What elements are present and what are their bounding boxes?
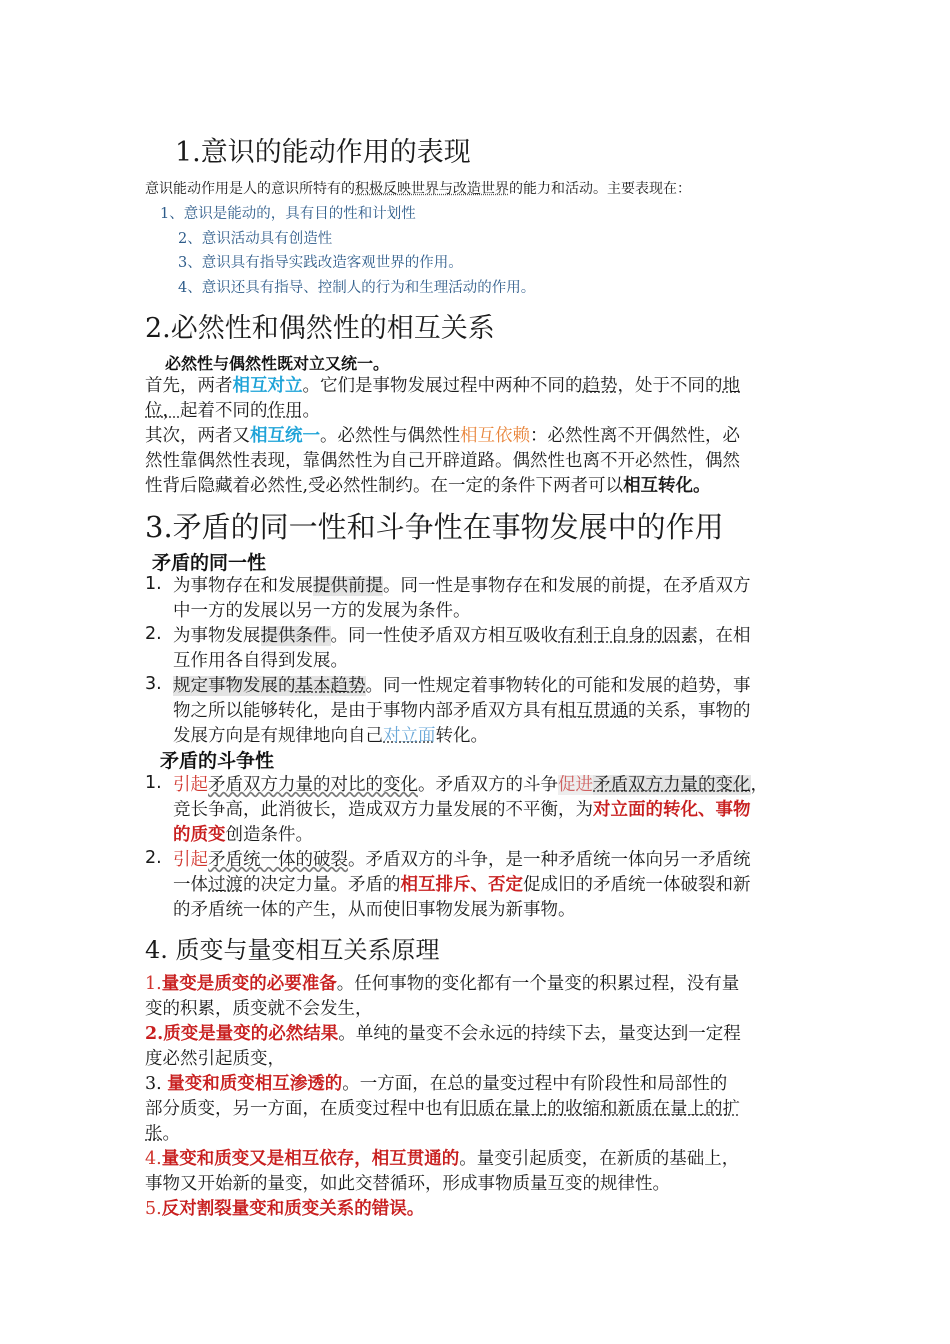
underlined-text: 矛盾双方力量的对比的变化 [208,775,418,795]
red-bold-text: 对立面的转化、事物 [593,800,751,820]
paragraph-line [145,1122,825,1147]
text: 为事物发展 [173,626,261,646]
intro-underlined: 积极反映世界与改造世界 [355,181,509,197]
section-4-title: 4. 质变与量变相互关系原理 [145,936,440,964]
text: 。同一性使矛盾双方相互吸收 [330,626,558,646]
list-number: 3. [145,674,162,694]
text: 物之所以能够转化，是由于事物内部矛盾双方具有 [173,701,558,721]
list-item: 2、意识活动具有创造性 [178,231,333,247]
red-bold-text: 反对割裂量变和质变关系的错误。 [161,1199,425,1219]
underlined-text: 过渡 [208,875,243,895]
list-item: 4、意识还具有指导、控制人的行为和生理活动的作用。 [178,280,536,296]
list-item: 3、意识具有指导实践改造客观世界的作用。 [178,255,463,271]
list-item: 1、意识是能动的，具有目的性和计划性 [160,206,416,222]
highlight-text: 相互依赖 [460,426,530,446]
text: 首先，两者 [145,376,233,396]
paragraph-line [145,399,825,424]
text: ， [750,775,768,795]
text: ，在相 [698,626,751,646]
subheading-struggle: 矛盾的斗争性 [160,750,275,772]
text: 起着不同的 [180,401,268,421]
red-bold-text: 量变和质变相互渗透的 [167,1074,343,1094]
underlined-text: 旧质在量上的收缩和新质在量上的扩 [460,1099,740,1119]
underlined-text: 作用 [267,401,303,421]
text: 。矛盾双方的斗争，是一种矛盾统一体向另一矛盾统 [348,850,751,870]
paragraph-line: 度必然引起质变， [145,1049,285,1069]
paragraph-line [173,848,853,873]
paragraph-line [173,624,853,649]
text: 。同一性规定着事物转化的可能和发展的趋势，事 [365,676,751,696]
highlight-text: 矛盾双方力量的变化 [593,775,751,795]
highlight-text: 提供前提 [313,576,383,596]
underlined-text: 张 [145,1124,163,1144]
text: 其次，两者又 [145,426,250,446]
text: 3. [145,1074,162,1094]
paragraph-line: 然性靠偶然性表现，靠偶然性为自己开辟道路。偶然性也离不开必然性，偶然 [145,451,740,471]
list-number: 1. [145,574,162,594]
text: 。任何事物的变化都有一个量变的积累过程，没有量 [336,974,740,994]
paragraph-line [145,972,825,997]
text: 。单纯的量变不会永远的持续下去，量变达到一定程 [338,1024,741,1044]
text: 的关系，事物的 [628,701,751,721]
red-bold-text: 量变是质变的必要准备 [161,974,337,994]
text: 。一方面，在总的量变过程中有阶段性和局部性的 [342,1074,728,1094]
subheading-identity: 矛盾的同一性 [152,552,267,574]
red-text: 2. [145,1024,164,1044]
paragraph-line [145,374,825,399]
list-number: 1. [145,773,162,793]
text: 。它们是事物发展过程中两种不同的 [302,376,583,396]
paragraph-line [173,773,853,798]
text: 为事物存在和发展 [173,576,313,596]
paragraph-line: 的矛盾统一体的产生，从而使旧事物发展为新事物。 [173,900,576,920]
text: 的决定力量。矛盾的 [243,875,401,895]
red-text: 5. [145,1199,162,1219]
red-bold-text: 相互排斥、否定 [400,875,523,895]
text: 。 [302,401,320,421]
paragraph-line [145,474,825,499]
section-2-subtitle: 必然性与偶然性既对立又统一。 [165,354,390,373]
red-text: 4. [145,1149,162,1169]
red-text: 1. [145,974,162,994]
highlight-text: 对立面 [383,726,436,746]
text: 。量变引起质变，在新质的基础上， [459,1149,740,1169]
paragraph-line [145,1022,825,1047]
paragraph-line [173,699,853,724]
text: 。必然性与偶然性 [320,426,460,446]
paragraph-line [173,873,853,898]
text: 一体 [173,875,208,895]
underlined-text: 地 [722,376,740,396]
paragraph-line: 互作用各自得到发展。 [173,651,348,671]
section-1-intro [145,178,691,198]
underlined-text: 位， [145,401,180,421]
text: 。矛盾双方的斗争 [418,775,558,795]
paragraph-line [145,1197,825,1222]
underlined-text: 相互贯通 [558,701,628,721]
paragraph-line [173,823,853,848]
text: 发展方向是有规律地向自己 [173,726,383,746]
paragraph-line [173,574,853,599]
highlight-text: 基本趋势 [295,676,366,696]
paragraph-line [173,798,853,823]
section-2-title: 2.必然性和偶然性的相互关系 [145,313,495,344]
red-text: 引起 [173,775,208,795]
red-bold-text: 质变是量变的必然结果 [163,1024,339,1044]
section-1-title: 1.意识的能动作用的表现 [175,137,471,168]
paragraph-line: 事物又开始新的量变，如此交替循环，形成事物质量互变的规律性。 [145,1174,670,1194]
red-bold-text: 的质变 [173,825,226,845]
underlined-text: 有利于自身的因素 [558,626,698,646]
bold-text: 相互转化。 [623,476,711,496]
text: 创造条件。 [225,825,313,845]
text: 竞长争高，此消彼长，造成双方力量发展的不平衡，为 [173,800,593,820]
red-bold-text: 量变和质变又是相互依存，相互贯通的 [161,1149,460,1169]
text: 。同一性是事物存在和发展的前提，在矛盾双方 [383,576,751,596]
paragraph-line [173,724,853,749]
intro-text: 意识能动作用是人的意识所特有的 [145,181,355,197]
text: 促成旧的矛盾统一体破裂和新 [523,875,751,895]
highlight-text: 规定事物发展的 [173,676,296,696]
red-text: 引起 [173,850,208,870]
text: 转化。 [435,726,488,746]
text: 。 [162,1124,180,1144]
section-3-title: 3.矛盾的同一性和斗争性在事物发展中的作用 [145,510,724,544]
list-number: 2. [145,848,162,868]
paragraph-line [145,1072,825,1097]
paragraph-line [145,1147,825,1172]
text: 部分质变，另一方面，在质变过程中也有 [145,1099,460,1119]
paragraph-line: 变的积累，质变就不会发生， [145,999,373,1019]
paragraph-line [173,674,853,699]
paragraph-line [145,1097,825,1122]
highlight-text: 相互对立 [232,376,303,396]
list-number: 2. [145,624,162,644]
text: ，处于不同的 [617,376,723,396]
paragraph-line [145,424,825,449]
text: 性背后隐藏着必然性,受必然性制约。在一定的条件下两者可以 [145,476,624,496]
underlined-text: 矛盾统一体的破裂 [208,850,348,870]
highlight-text: 相互统一 [250,426,320,446]
highlight-text: 提供条件 [260,626,331,646]
intro-text-end: 的能力和活动。主要表现在： [509,181,691,197]
paragraph-line: 中一方的发展以另一方的发展为条件。 [173,601,471,621]
underlined-text: 趋势 [582,376,618,396]
text: ：必然性离不开偶然性，必 [530,426,740,446]
highlight-text: 促进 [558,775,593,795]
